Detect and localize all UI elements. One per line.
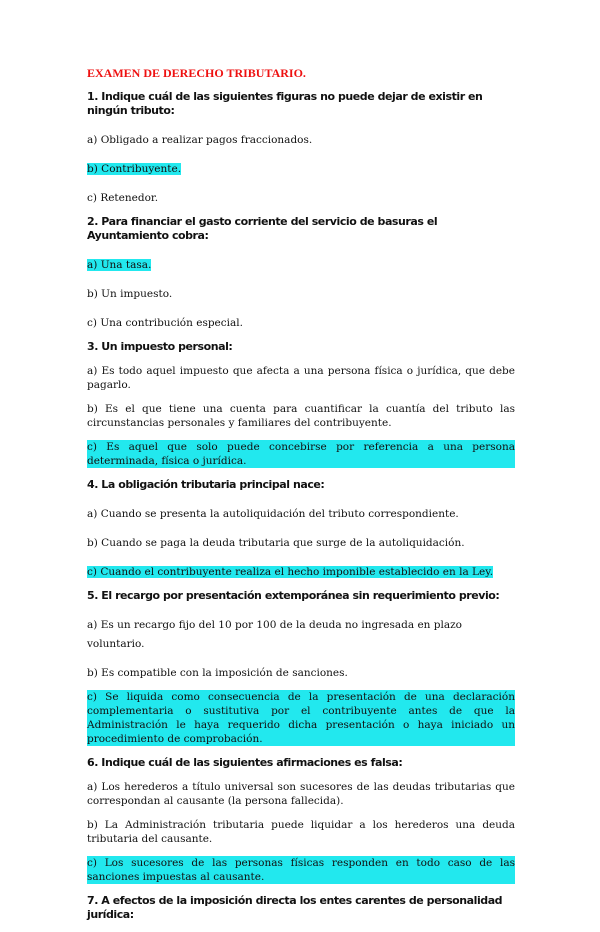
question-text: 5. El recargo por presentación extemporánea sin requerimiento previo: (87, 589, 500, 602)
option-a: a) Cuando se presenta la autoliquidación del tributo correspondiente. (87, 508, 459, 520)
option-a: a) Es un recargo fijo del 10 por 100 de la deuda no ingresada en plazo voluntario. (87, 619, 462, 650)
option-b: b) Es el que tiene una cuenta para cuantificar la cuantía del tributo las circunstancias personales y familiares del contribuyente. (87, 403, 515, 429)
exam-title: EXAMEN DE DERECHO TRIBUTARIO. (87, 66, 306, 80)
option-b-correct: b) Contribuyente. (87, 163, 182, 175)
option-c-correct: c) Es aquel que solo puede concebirse por referencia a una persona determinada, física o jurídica. (87, 441, 515, 467)
option-b: b) Cuando se paga la deuda tributaria que surge de la autoliquidación. (87, 537, 465, 549)
option-c-correct: c) Se liquida como consecuencia de la presentación de una declaración complementaria o sustitutiva por el contribuyente antes de que la Administración le haya requerido dicha presentación o haya iniciado un procedimiento de comprobación. (87, 691, 515, 745)
question-text: 6. Indique cuál de las siguientes afirmaciones es falsa: (87, 756, 403, 769)
option-b: b) Es compatible con la imposición de sanciones. (87, 667, 348, 679)
option-a: a) Es todo aquel impuesto que afecta a una persona física o jurídica, que debe pagarlo. (87, 365, 515, 391)
option-c-correct: c) Los sucesores de las personas físicas responden en todo caso de las sanciones impuestas al causante. (87, 857, 515, 883)
question-text: 3. Un impuesto personal: (87, 340, 233, 353)
question-text: 1. Indique cuál de las siguientes figuras no puede dejar de existir en ningún tributo: (87, 90, 483, 117)
question-text: 2. Para financiar el gasto corriente del servicio de basuras el Ayuntamiento cobra: (87, 215, 438, 242)
option-b: b) Un impuesto. (87, 288, 173, 300)
option-c: c) Una contribución especial. (87, 317, 243, 329)
option-c: c) Retenedor. (87, 192, 159, 204)
question-1 (87, 90, 515, 205)
question-4 (87, 478, 515, 579)
question-7 (87, 894, 515, 922)
question-2 (87, 215, 515, 330)
option-a-correct: a) Una tasa. (87, 259, 152, 271)
question-3 (87, 340, 515, 468)
exam-document (87, 66, 515, 932)
option-a: a) Obligado a realizar pagos fraccionados. (87, 134, 313, 146)
question-6 (87, 756, 515, 884)
question-5 (87, 589, 515, 746)
option-b: b) La Administración tributaria puede liquidar a los herederos una deuda tributaria del causante. (87, 819, 515, 845)
option-a: a) Los herederos a título universal son sucesores de las deudas tributarias que correspondan al causante (la persona fallecida). (87, 781, 515, 807)
option-c-correct: c) Cuando el contribuyente realiza el hecho imponible establecido en la Ley. (87, 566, 494, 578)
question-text: 4. La obligación tributaria principal nace: (87, 478, 325, 491)
question-text: 7. A efectos de la imposición directa los entes carentes de personalidad jurídica: (87, 894, 503, 921)
